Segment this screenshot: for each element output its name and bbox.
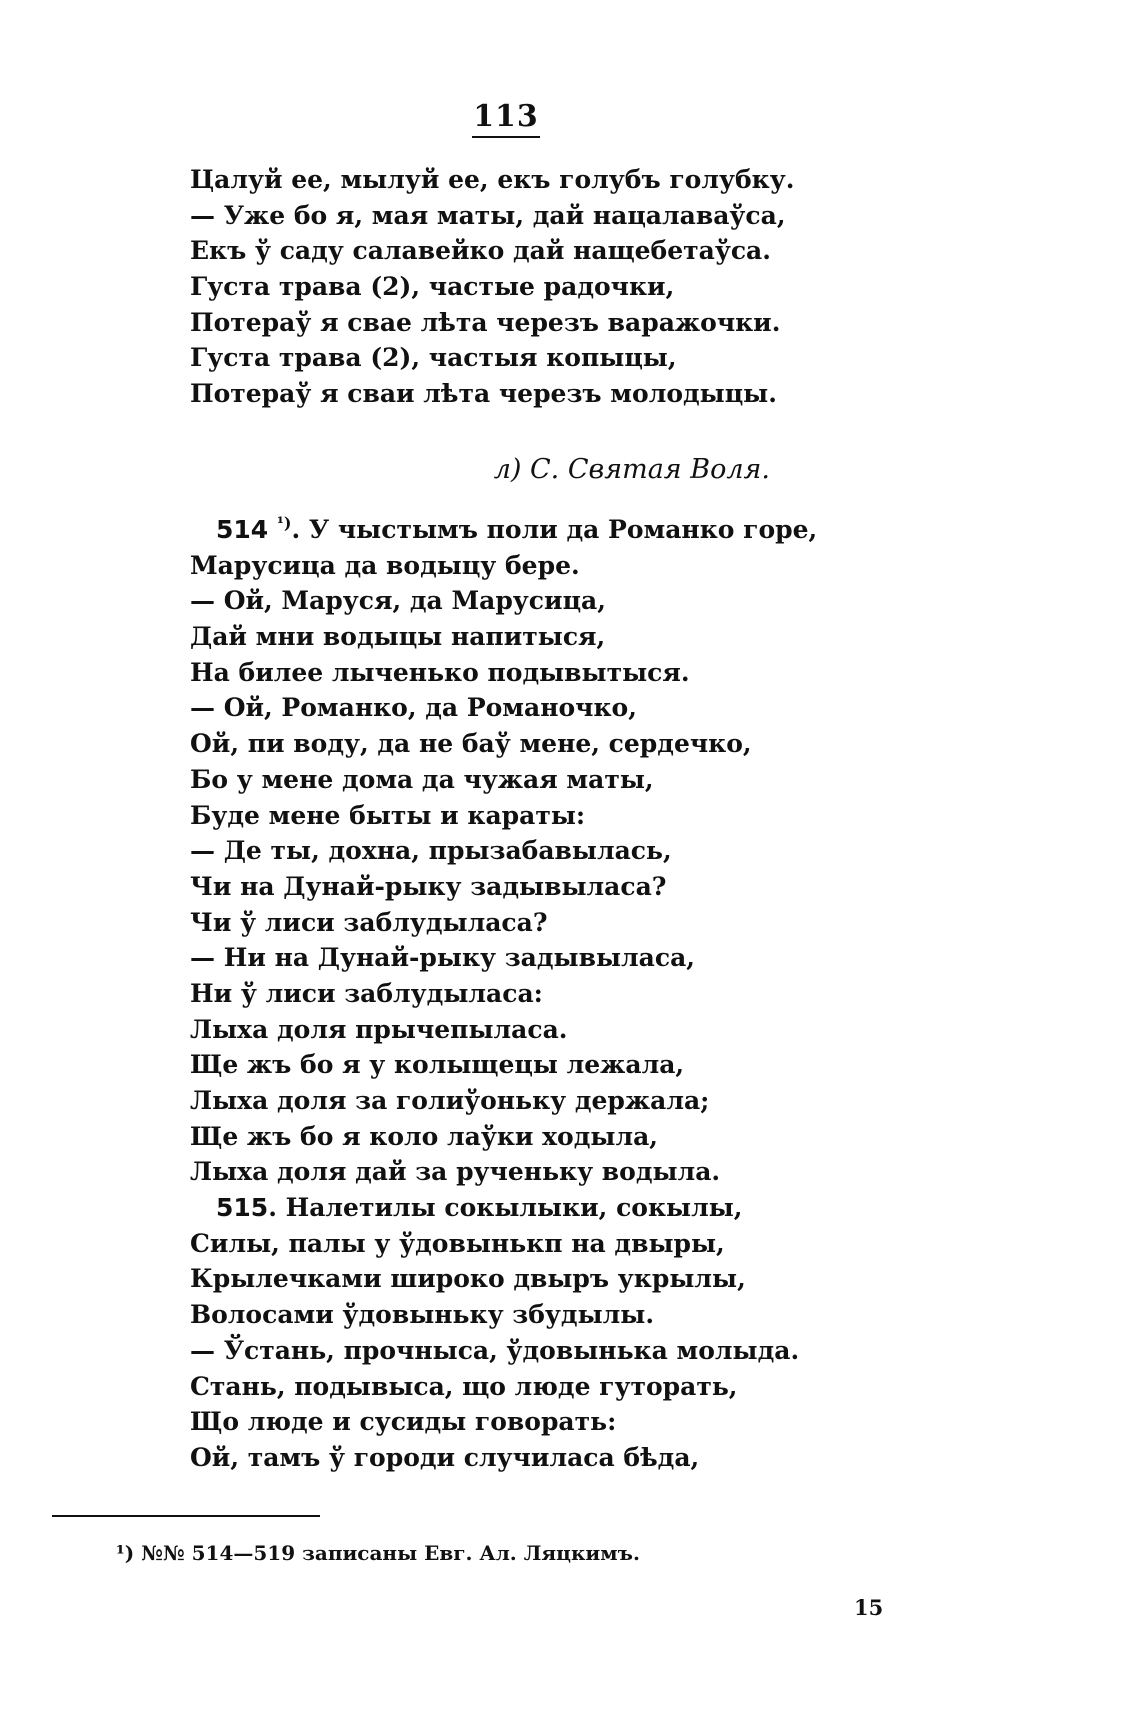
page-number: 113 [473,99,539,134]
song-line: Ще жъ бо я коло лаўки ходыла, [190,1121,658,1151]
footnote-divider [52,1515,320,1517]
song-line: Силы, палы у ўдовынькп на двыры, [190,1228,725,1258]
song-number: 515 [216,1193,269,1223]
song-line: Що люде и сусиды говорать: [190,1407,617,1437]
section-heading: л) С. Святая Воля. [493,454,770,485]
song-line: Дай мни водыцы напитыся, [190,622,606,652]
poem-line: Густа трава (2), частые радочки, [190,272,675,302]
song-line: Бо у мене дома да чужая маты, [190,764,654,794]
footnote-reference: ¹) [276,513,292,533]
poem-line: Потераў я сваи лѣта черезъ молодыцы. [190,379,777,409]
poem-top [190,162,1070,412]
song-line: . Налетилы сокылыки, сокылы, [268,1193,743,1223]
poem-line: Потераў я свае лѣта черезъ варажочки. [190,307,781,337]
poem-line: Цалуй ее, мылуй ее, екъ голубъ голубку. [190,165,795,194]
song-514-first-line [190,512,1070,548]
song-515-first-line [190,1190,1070,1226]
song-line: . У чыстымъ поли да Романко горе, [291,515,818,544]
song-line: Стань, подывыса, що люде гуторать, [190,1371,738,1401]
song-line: — Ни на Дунай-рыку задывыласа, [190,943,695,973]
song-line: Марусица да водыцу бере. [190,550,580,580]
poem-line: — Уже бо я, мая маты, дай нацалаваўса, [190,200,786,230]
song-line: — Ўстань, прочныса, ўдовынька молыда. [190,1335,800,1365]
footnote-text: №№ 514—519 записаны Евг. Ал. Ляцкимъ. [141,1541,640,1565]
signature-mark: 15 [854,1595,884,1620]
song-line: На билее лыченько подывытыся. [190,657,690,687]
page-number-underline [472,136,540,138]
song-line: Ой, тамъ ў городи случиласа бѣда, [190,1442,700,1472]
poem-line: Екъ ў саду салавейко дай нащебетаўса. [190,236,771,266]
song-line: — Де ты, дохна, прызабавылась, [190,836,672,866]
song-line: Лыха доля прычепыласа. [190,1014,568,1044]
song-number: 514 [216,515,269,544]
song-line: Ой, пи воду, да не баў мене, сердечко, [190,729,752,759]
song-line: Лыха доля дай за рученьку водыла. [190,1157,721,1187]
footnote-marker: ¹) [116,1541,135,1565]
song-line: — Ой, Маруся, да Марусица, [190,586,606,616]
song-line: Чи ў лиси заблудыласа? [190,907,548,937]
song-line: Буде мене быты и караты: [190,800,586,830]
footnote [116,1538,640,1568]
songs [190,512,1070,1476]
song-line: Чи на Дунай-рыку задывыласа? [190,871,667,901]
song-line: Ни ў лиси заблудыласа: [190,978,543,1008]
poem-line: Густа трава (2), частыя копыцы, [190,343,677,373]
song-line: Волосами ўдовыньку збудылы. [190,1300,655,1330]
song-line: — Ой, Романко, да Романочко, [190,693,637,723]
song-line: Крылечками широко двыръ укрылы, [190,1264,746,1294]
song-line: Лыха доля за голиўоньку держала; [190,1086,710,1115]
song-line: Ще жъ бо я у колыщецы лежала, [190,1050,685,1080]
